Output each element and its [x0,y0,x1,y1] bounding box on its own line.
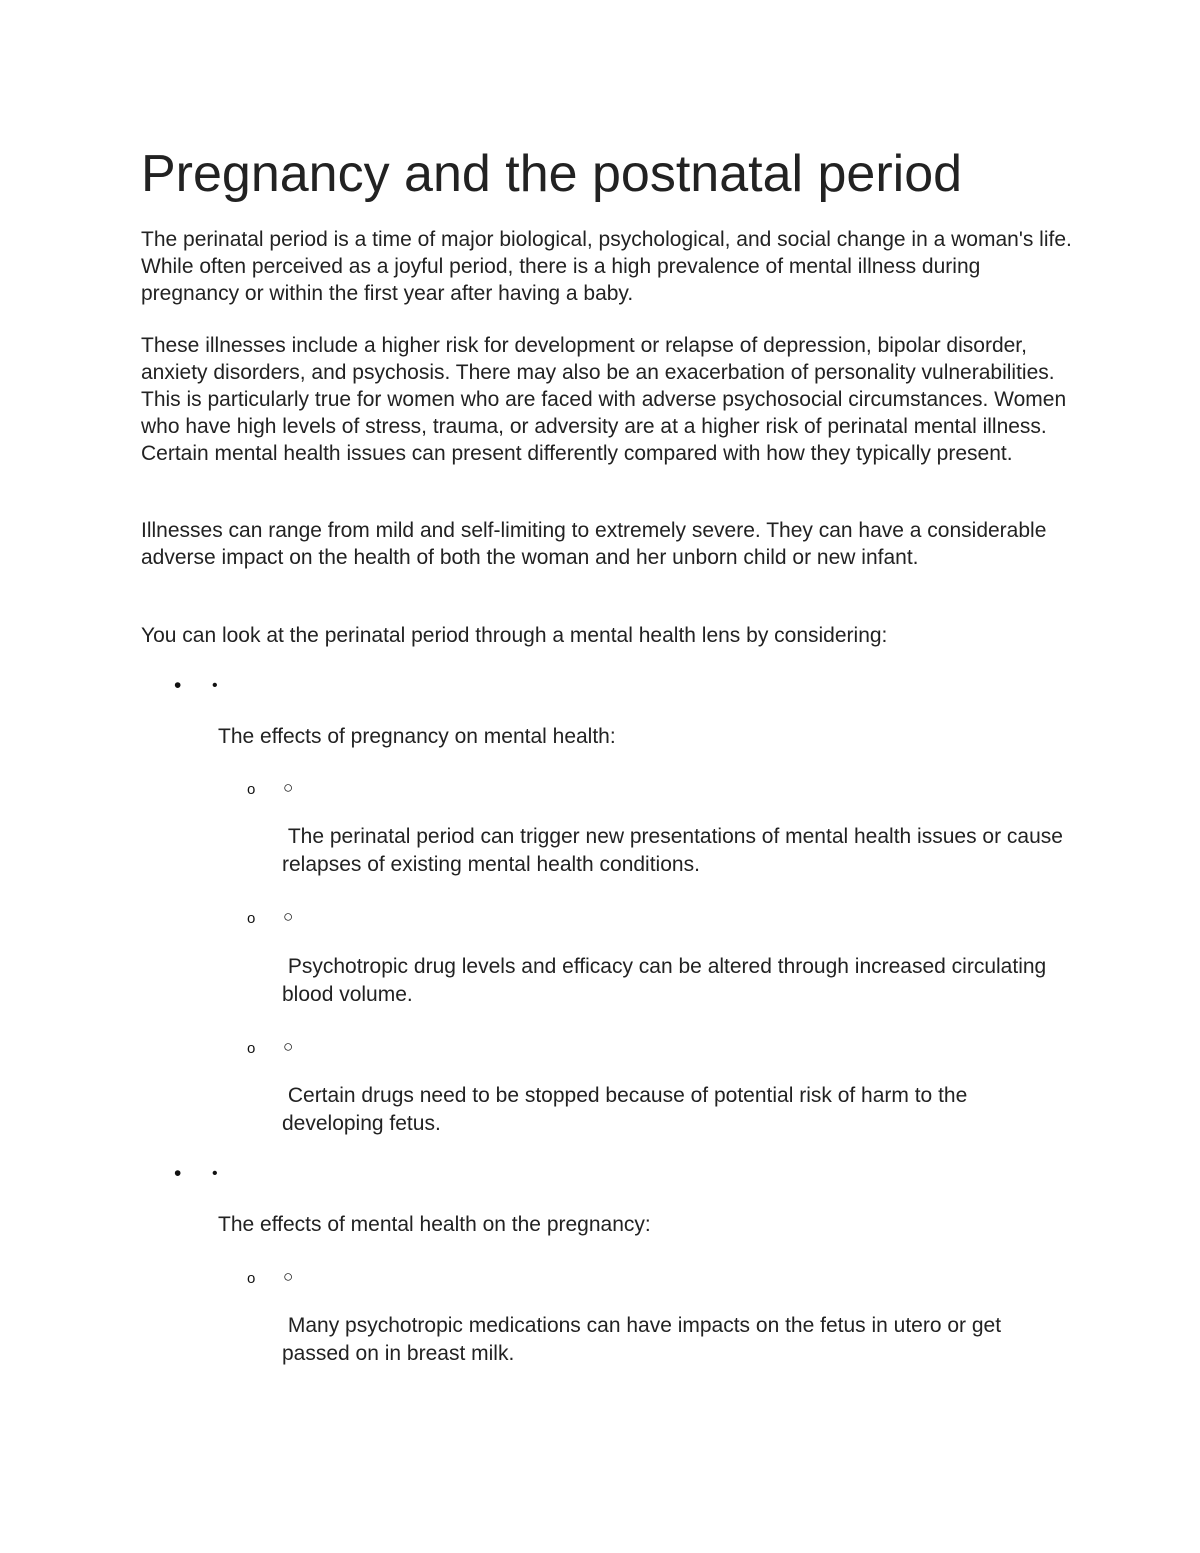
list-item-label: The effects of mental health on the pregnancy: [218,1213,651,1236]
sub-list-item-label: Many psychotropic medications can have impacts on the fetus in utero or get passed on in breast milk. [282,1314,1007,1365]
circle-bullet-icon: ○ [283,1267,294,1286]
circle-bullet-icon: ○ [283,1037,294,1056]
circle-bullet-icon: o [247,1040,256,1057]
bullet-icon: • [212,1165,218,1182]
sub-list-item-label: Certain drugs need to be stopped because of potential risk of harm to the developing fetus. [282,1084,974,1135]
bullet-icon: • [174,674,182,697]
circle-bullet-icon: ○ [283,907,294,926]
bullet-icon: • [212,677,218,694]
paragraph-illnesses: These illnesses include a higher risk for development or relapse of depression, bipolar disorder, anxiety disorders, and psychosis. There may also be an exacerbation of personality vulnerabilities. This is particularly true for women who are faced with adverse psychosocial circumstances. Women who have high levels of stress, trauma, or adversity are at a higher risk of perinatal mental illness. Certain mental health issues can present differently compared with how they typically present. [141,334,1067,465]
sub-list-item-label: The perinatal period can trigger new presentations of mental health issues or cause relapses of existing mental health conditions. [282,825,1069,876]
document-title: Pregnancy and the postnatal period [141,145,963,203]
paragraph-lens: You can look at the perinatal period through a mental health lens by considering: [141,624,888,647]
paragraph-intro: The perinatal period is a time of major biological, psychological, and social change in a woman's life. While often perceived as a joyful period, there is a high prevalence of mental illness during pregnancy or within the first year after having a baby. [141,228,1072,305]
paragraph-severity: Illnesses can range from mild and self-limiting to extremely severe. They can have a considerable adverse impact on the health of both the woman and her unborn child or new infant. [141,519,1047,569]
circle-bullet-icon: o [247,910,256,927]
circle-bullet-icon: o [247,781,256,798]
circle-bullet-icon: o [247,1270,256,1287]
bullet-icon: • [174,1162,182,1185]
circle-bullet-icon: ○ [283,778,294,797]
list-item-label: The effects of pregnancy on mental health: [218,725,616,748]
sub-list-item-label: Psychotropic drug levels and efficacy can be altered through increased circulating blood volume. [282,955,1053,1006]
